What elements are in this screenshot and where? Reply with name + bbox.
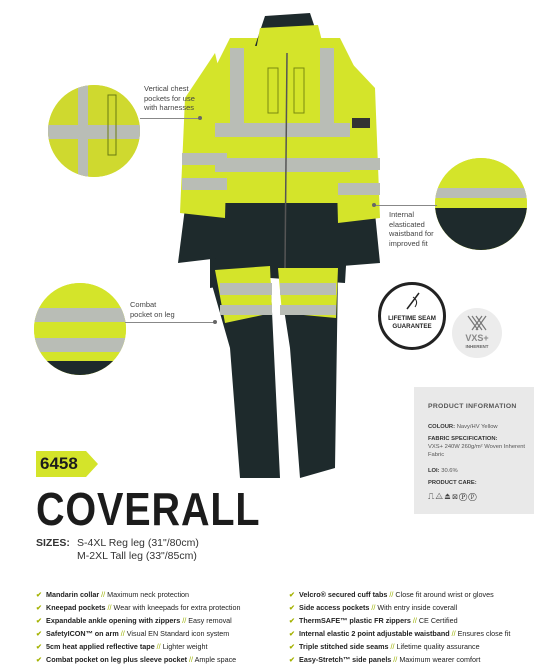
feature-name: Triple stitched side seams — [299, 642, 389, 651]
feature-name: 5cm heat applied reflective tape — [46, 642, 155, 651]
feature-benefit: Ample space — [194, 655, 237, 664]
dry-clean-icon: Ⓟ — [458, 491, 469, 501]
feature-item — [36, 642, 207, 651]
wash-60-icon: ⎍ — [428, 491, 436, 501]
feature-name: Internal elastic 2 point adjustable waistband — [299, 629, 450, 638]
checkmark-icon: ✔ — [289, 642, 296, 651]
chest-leader-dot — [198, 116, 202, 120]
feature-item — [289, 616, 458, 625]
feature-benefit: CE Certified — [418, 616, 458, 625]
feature-benefit: With entry inside coverall — [377, 603, 458, 612]
checkmark-icon: ✔ — [36, 603, 43, 612]
coverall-illustration — [170, 8, 400, 478]
chest-leader-line — [140, 118, 200, 119]
feature-separator: // — [449, 629, 458, 638]
vxs-inherent-badge — [452, 308, 502, 358]
waist-leader-line — [375, 205, 437, 206]
feature-separator: // — [410, 616, 419, 625]
no-tumble-dry-icon: ⊠ — [452, 491, 459, 501]
feature-benefit: Visual EN Standard icon system — [126, 629, 230, 638]
feature-item — [289, 590, 494, 599]
iron-icon: ⏏ — [443, 491, 453, 501]
leg-leader-line — [125, 322, 215, 323]
checkmark-icon: ✔ — [36, 590, 43, 599]
feature-separator: // — [154, 642, 163, 651]
feature-name: ThermSAFE™ plastic FR zippers — [299, 616, 411, 625]
leg-leader-dot — [213, 320, 217, 324]
feature-separator: // — [388, 642, 397, 651]
checkmark-icon: ✔ — [36, 642, 43, 651]
feature-item — [289, 603, 457, 612]
feature-benefit: Wear with kneepads for extra protection — [113, 603, 241, 612]
feature-item — [36, 590, 189, 599]
feature-separator: // — [187, 655, 195, 664]
leg-pocket-detail-image — [34, 283, 126, 375]
product-name: COVERALL — [36, 483, 261, 535]
feature-separator: // — [180, 616, 189, 625]
loi-row — [428, 467, 458, 475]
product-code: 6458 — [40, 454, 78, 473]
vxs-sublabel: INHERENT — [465, 344, 489, 349]
feature-benefit: Ensures close fit — [457, 629, 511, 638]
feature-name: Easy-Stretch™ side panels — [299, 655, 392, 664]
feature-name: Combat pocket on leg plus sleeve pocket — [46, 655, 188, 664]
checkmark-icon: ✔ — [289, 603, 296, 612]
waist-leader-dot — [372, 203, 376, 207]
checkmark-icon: ✔ — [289, 629, 296, 638]
no-bleach-icon: ⨺ — [435, 491, 444, 501]
feature-item — [289, 655, 480, 664]
checkmark-icon: ✔ — [289, 655, 296, 664]
vxs-label: VXS+ — [465, 333, 489, 343]
checkmark-icon: ✔ — [36, 655, 43, 664]
fabric-row — [428, 435, 528, 459]
waistband-callout: Internal elasticated waistband for improved fit — [389, 210, 434, 248]
leg-pocket-callout: Combat pocket on leg — [130, 300, 175, 319]
colour-value: Navy/HV Yellow — [456, 424, 498, 430]
seam-badge-text-1: LIFETIME SEAM — [388, 315, 436, 322]
loi-label: LOI: — [428, 468, 440, 474]
feature-name: Side access pockets — [299, 603, 370, 612]
checkmark-icon: ✔ — [289, 590, 296, 599]
fabric-value: VXS+ 240W 260g/m² Woven Inherent Fabric — [428, 444, 526, 458]
chest-pocket-detail-image — [48, 85, 140, 177]
product-information-panel — [414, 387, 534, 514]
product-information-heading: PRODUCT INFORMATION — [428, 403, 517, 410]
size-line-1: S-4XL Reg leg (31"/80cm) — [77, 537, 199, 549]
colour-label: COLOUR: — [428, 424, 456, 430]
care-symbols — [428, 491, 478, 502]
feature-benefit: Close fit around wrist or gloves — [395, 590, 494, 599]
lifetime-seam-guarantee-badge — [378, 282, 446, 350]
feature-benefit: Maximum neck protection — [107, 590, 190, 599]
size-line-2: M-2XL Tall leg (33"/85cm) — [77, 550, 197, 562]
feature-separator: // — [118, 629, 127, 638]
feature-name: Kneepad pockets — [46, 603, 106, 612]
sizes-label: SIZES: — [36, 537, 70, 549]
fabric-label: FABRIC SPECIFICATION: — [428, 436, 498, 442]
feature-separator: // — [105, 603, 114, 612]
feature-item — [289, 629, 510, 638]
checkmark-icon: ✔ — [36, 616, 43, 625]
feature-name: Mandarin collar — [46, 590, 100, 599]
professional-clean-icon: ⓟ — [468, 491, 478, 501]
loi-value: 30.6% — [441, 468, 458, 474]
fabric-grid-icon — [466, 314, 488, 332]
feature-name: Expandable ankle opening with zippers — [46, 616, 181, 625]
care-row — [428, 479, 477, 487]
feature-item — [36, 629, 229, 638]
feature-item — [289, 642, 480, 651]
feature-item — [36, 655, 236, 664]
feature-separator: // — [99, 590, 108, 599]
feature-separator: // — [369, 603, 378, 612]
feature-benefit: Maximum wearer comfort — [399, 655, 481, 664]
care-label: PRODUCT CARE: — [428, 480, 477, 486]
feature-benefit: Lifetime quality assurance — [396, 642, 480, 651]
seam-badge-text-2: GUARANTEE — [392, 323, 432, 330]
feature-item — [36, 616, 232, 625]
checkmark-icon: ✔ — [289, 616, 296, 625]
feature-benefit: Lighter weight — [162, 642, 208, 651]
feature-name: Velcro® secured cuff tabs — [299, 590, 388, 599]
chest-pocket-callout: Vertical chest pockets for use with harnesses — [144, 84, 195, 112]
feature-benefit: Easy removal — [188, 616, 232, 625]
feature-separator: // — [387, 590, 396, 599]
colour-row — [428, 423, 498, 431]
feature-name: SafetyICON™ on arm — [46, 629, 119, 638]
feature-separator: // — [391, 655, 400, 664]
needle-icon — [403, 291, 423, 311]
checkmark-icon: ✔ — [36, 629, 43, 638]
feature-item — [36, 603, 240, 612]
